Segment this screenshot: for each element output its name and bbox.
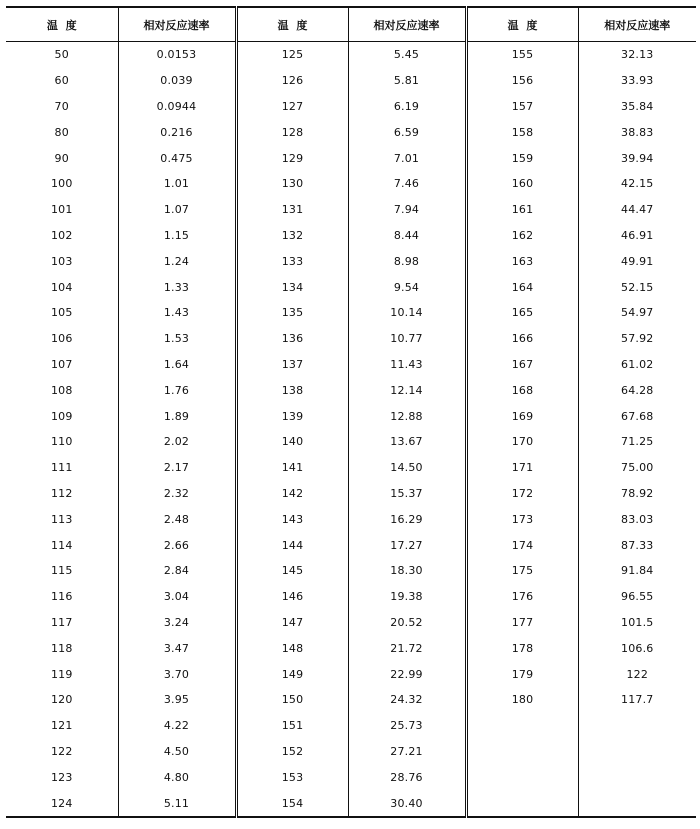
relative-rate-cell: 52.15 [578,274,696,300]
temperature-cell: 116 [50,590,73,604]
temperature-cell: 126 [236,68,348,94]
temperature-cell: 107 [50,357,73,371]
relative-rate-cell: 5.45 [348,42,466,68]
temperature-cell: 174 [466,532,578,558]
temperature-cell: 158 [466,119,578,145]
relative-rate-cell: 83.03 [578,506,696,532]
temperature-cell: 50 [54,48,69,62]
temperature-cell: 152 [236,739,348,765]
relative-rate-cell: 19.38 [348,584,466,610]
table-body [6,42,696,817]
table-row [6,532,696,558]
table-row [6,661,696,687]
temperature-cell: 146 [236,584,348,610]
temperature-cell: 113 [50,512,73,526]
relative-rate-cell: 1.15 [118,223,236,249]
table-row [6,248,696,274]
relative-rate-cell: 14.50 [348,455,466,481]
table-header-row [6,7,696,42]
relative-rate-cell: 1.76 [118,377,236,403]
relative-rate-cell: 3.95 [118,687,236,713]
temperature-cell [466,713,578,739]
temperature-cell: 103 [50,254,73,268]
temperature-cell: 120 [50,693,73,707]
relative-rate-cell: 6.59 [348,119,466,145]
temperature-cell: 124 [6,790,118,817]
temperature-cell: 80 [54,125,69,139]
relative-rate-cell: 2.66 [118,532,236,558]
temperature-cell: 134 [236,274,348,300]
table-row [6,403,696,429]
relative-rate-cell: 46.91 [578,223,696,249]
relative-rate-cell: 101.5 [578,610,696,636]
temperature-cell: 153 [236,764,348,790]
relative-rate-cell: 5.11 [118,790,236,817]
table-row [6,119,696,145]
relative-rate-cell: 87.33 [578,532,696,558]
header-temperature: 温 度 [236,7,348,42]
relative-rate-cell: 13.67 [348,429,466,455]
temperature-cell: 151 [236,713,348,739]
relative-rate-cell: 71.25 [578,429,696,455]
temperature-cell: 175 [466,558,578,584]
temperature-cell: 168 [466,377,578,403]
relative-rate-cell: 0.0153 [118,42,236,68]
temperature-cell: 110 [50,435,73,449]
temperature-cell: 117 [50,615,73,629]
temperature-cell: 111 [50,461,73,475]
table-row [6,610,696,636]
temperature-cell: 180 [466,687,578,713]
relative-rate-cell: 1.33 [118,274,236,300]
relative-rate-cell: 12.14 [348,377,466,403]
relative-rate-cell: 39.94 [578,145,696,171]
table-row [6,274,696,300]
temperature-cell: 121 [50,719,73,733]
temperature-cell: 139 [236,403,348,429]
temperature-cell: 115 [50,564,73,578]
temperature-cell: 100 [50,177,73,191]
relative-rate-cell: 117.7 [578,687,696,713]
relative-rate-cell: 12.88 [348,403,466,429]
relative-rate-cell [578,739,696,765]
relative-rate-cell: 10.14 [348,300,466,326]
temperature-cell: 135 [236,300,348,326]
header-temperature: 温 度 [466,7,578,42]
temperature-cell: 105 [50,306,73,320]
temperature-cell: 167 [466,352,578,378]
temperature-cell: 162 [466,223,578,249]
relative-rate-cell: 8.98 [348,248,466,274]
relative-rate-cell: 91.84 [578,558,696,584]
temperature-cell: 122 [50,744,73,758]
table-row [6,687,696,713]
relative-rate-cell: 54.97 [578,300,696,326]
temperature-cell: 166 [466,326,578,352]
temperature-cell: 114 [50,538,73,552]
temperature-cell: 127 [236,94,348,120]
relative-rate-cell: 2.32 [118,481,236,507]
relative-rate-cell: 64.28 [578,377,696,403]
table-row [6,223,696,249]
temperature-cell: 108 [50,383,73,397]
table-row [6,94,696,120]
reaction-rate-table-container [6,6,696,818]
relative-rate-cell: 106.6 [578,635,696,661]
relative-rate-cell: 11.43 [348,352,466,378]
temperature-cell: 154 [236,790,348,817]
relative-rate-cell: 4.22 [118,713,236,739]
relative-rate-cell [578,790,696,817]
temperature-cell: 159 [466,145,578,171]
table-row [6,68,696,94]
temperature-cell: 155 [466,42,578,68]
relative-rate-cell: 2.02 [118,429,236,455]
relative-rate-cell: 28.76 [348,764,466,790]
relative-rate-cell: 2.84 [118,558,236,584]
temperature-cell: 157 [466,94,578,120]
temperature-cell: 140 [236,429,348,455]
relative-rate-cell: 57.92 [578,326,696,352]
relative-rate-cell: 38.83 [578,119,696,145]
temperature-cell [466,764,578,790]
relative-rate-cell: 0.475 [118,145,236,171]
relative-rate-cell: 24.32 [348,687,466,713]
temperature-cell: 133 [236,248,348,274]
temperature-cell: 156 [466,68,578,94]
relative-rate-cell: 27.21 [348,739,466,765]
relative-rate-cell: 5.81 [348,68,466,94]
temperature-cell: 109 [50,409,73,423]
relative-rate-cell: 33.93 [578,68,696,94]
relative-rate-cell: 7.46 [348,171,466,197]
table-row [6,326,696,352]
relative-rate-cell: 75.00 [578,455,696,481]
relative-rate-cell [578,713,696,739]
table-row [6,300,696,326]
relative-rate-cell: 15.37 [348,481,466,507]
relative-rate-cell: 0.039 [118,68,236,94]
temperature-cell: 165 [466,300,578,326]
temperature-cell: 106 [50,332,73,346]
temperature-cell: 138 [236,377,348,403]
temperature-cell [466,790,578,817]
table-row [6,558,696,584]
header-relative-rate: 相对反应速率 [118,7,236,42]
temperature-cell: 112 [50,486,73,500]
table-row [6,377,696,403]
relative-rate-cell: 20.52 [348,610,466,636]
relative-rate-cell: 3.24 [118,610,236,636]
table-row [6,764,696,790]
temperature-cell: 150 [236,687,348,713]
table-row [6,635,696,661]
table-row [6,429,696,455]
relative-rate-cell: 32.13 [578,42,696,68]
temperature-cell: 90 [54,151,69,165]
temperature-cell [466,739,578,765]
table-row [6,171,696,197]
temperature-cell: 170 [466,429,578,455]
temperature-cell: 128 [236,119,348,145]
header-relative-rate: 相对反应速率 [348,7,466,42]
temperature-cell: 171 [466,455,578,481]
temperature-cell: 177 [466,610,578,636]
temperature-cell: 161 [466,197,578,223]
table-row [6,352,696,378]
temperature-cell: 173 [466,506,578,532]
temperature-cell: 147 [236,610,348,636]
temperature-cell: 176 [466,584,578,610]
table-row [6,197,696,223]
relative-rate-cell: 17.27 [348,532,466,558]
temperature-cell: 137 [236,352,348,378]
relative-rate-cell: 7.01 [348,145,466,171]
table-row [6,739,696,765]
relative-rate-cell: 1.01 [118,171,236,197]
temperature-cell: 60 [54,74,69,88]
relative-rate-cell: 1.64 [118,352,236,378]
relative-rate-cell: 4.50 [118,739,236,765]
temperature-cell: 101 [50,203,73,217]
temperature-cell: 163 [466,248,578,274]
relative-rate-cell: 21.72 [348,635,466,661]
header-relative-rate: 相对反应速率 [578,7,696,42]
relative-rate-cell: 9.54 [348,274,466,300]
relative-rate-cell: 3.47 [118,635,236,661]
temperature-cell: 132 [236,223,348,249]
table-row [6,145,696,171]
temperature-cell: 104 [50,280,73,294]
table-row [6,481,696,507]
relative-rate-cell: 3.70 [118,661,236,687]
relative-rate-cell: 1.24 [118,248,236,274]
reaction-rate-table [6,6,696,818]
table-row [6,790,696,817]
relative-rate-cell: 1.07 [118,197,236,223]
temperature-cell: 123 [50,770,73,784]
relative-rate-cell: 49.91 [578,248,696,274]
table-row [6,713,696,739]
relative-rate-cell: 0.0944 [118,94,236,120]
temperature-cell: 125 [236,42,348,68]
relative-rate-cell: 67.68 [578,403,696,429]
temperature-cell: 70 [54,99,69,113]
relative-rate-cell: 2.17 [118,455,236,481]
table-row [6,42,696,68]
relative-rate-cell: 7.94 [348,197,466,223]
relative-rate-cell: 30.40 [348,790,466,817]
relative-rate-cell: 0.216 [118,119,236,145]
temperature-cell: 102 [50,228,73,242]
relative-rate-cell: 3.04 [118,584,236,610]
relative-rate-cell: 35.84 [578,94,696,120]
relative-rate-cell: 61.02 [578,352,696,378]
temperature-cell: 172 [466,481,578,507]
temperature-cell: 131 [236,197,348,223]
relative-rate-cell [578,764,696,790]
temperature-cell: 144 [236,532,348,558]
relative-rate-cell: 42.15 [578,171,696,197]
relative-rate-cell: 1.89 [118,403,236,429]
relative-rate-cell: 18.30 [348,558,466,584]
table-row [6,584,696,610]
temperature-cell: 136 [236,326,348,352]
relative-rate-cell: 25.73 [348,713,466,739]
temperature-cell: 145 [236,558,348,584]
temperature-cell: 141 [236,455,348,481]
relative-rate-cell: 1.43 [118,300,236,326]
temperature-cell: 142 [236,481,348,507]
temperature-cell: 169 [466,403,578,429]
relative-rate-cell: 96.55 [578,584,696,610]
temperature-cell: 143 [236,506,348,532]
relative-rate-cell: 44.47 [578,197,696,223]
table-row [6,506,696,532]
temperature-cell: 149 [236,661,348,687]
relative-rate-cell: 78.92 [578,481,696,507]
relative-rate-cell: 8.44 [348,223,466,249]
temperature-cell: 118 [50,641,73,655]
temperature-cell: 129 [236,145,348,171]
header-temperature: 温 度 [6,7,118,42]
temperature-cell: 148 [236,635,348,661]
temperature-cell: 119 [50,667,73,681]
temperature-cell: 178 [466,635,578,661]
table-row [6,455,696,481]
temperature-cell: 164 [466,274,578,300]
relative-rate-cell: 122 [578,661,696,687]
temperature-cell: 160 [466,171,578,197]
relative-rate-cell: 1.53 [118,326,236,352]
relative-rate-cell: 10.77 [348,326,466,352]
temperature-cell: 130 [236,171,348,197]
relative-rate-cell: 2.48 [118,506,236,532]
relative-rate-cell: 6.19 [348,94,466,120]
relative-rate-cell: 16.29 [348,506,466,532]
relative-rate-cell: 4.80 [118,764,236,790]
relative-rate-cell: 22.99 [348,661,466,687]
temperature-cell: 179 [466,661,578,687]
